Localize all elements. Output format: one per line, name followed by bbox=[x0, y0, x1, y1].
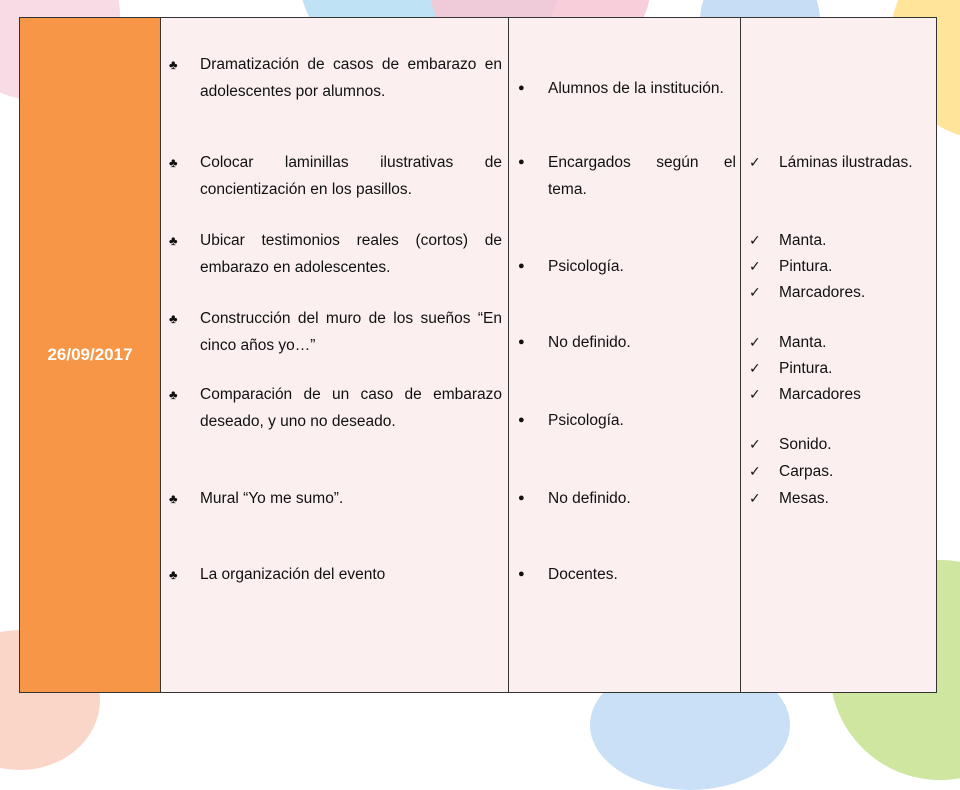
resource-item bbox=[741, 329, 936, 356]
dot-bullet-icon: ● bbox=[518, 568, 525, 580]
resource-item bbox=[741, 431, 936, 458]
resource-item bbox=[741, 355, 936, 382]
checkmark-icon: ✓ bbox=[749, 334, 761, 350]
responsible-text: No definido. bbox=[548, 334, 631, 351]
activity-text: Colocar laminillas ilustrativas de concientización en los pasillos. bbox=[200, 154, 502, 198]
activity-text: Comparación de un caso de embarazo deseado, y uno no deseado. bbox=[200, 386, 502, 430]
checkmark-icon: ✓ bbox=[749, 284, 761, 300]
checkmark-icon: ✓ bbox=[749, 386, 761, 402]
responsible-text: Encargados según el tema. bbox=[548, 154, 736, 198]
dot-bullet-icon: ● bbox=[518, 260, 525, 272]
club-bullet-icon: ♣ bbox=[169, 567, 178, 582]
resource-text: Carpas. bbox=[779, 463, 834, 480]
checkmark-icon: ✓ bbox=[749, 258, 761, 274]
resource-text: Pintura. bbox=[779, 360, 833, 377]
resource-text: Marcadores bbox=[779, 386, 861, 403]
responsible-item bbox=[509, 75, 740, 102]
resource-item bbox=[741, 253, 936, 280]
activity-item bbox=[161, 227, 508, 281]
activity-item bbox=[161, 51, 508, 105]
resources-cell bbox=[741, 18, 937, 693]
activity-item bbox=[161, 381, 508, 435]
resource-text: Manta. bbox=[779, 232, 827, 249]
checkmark-icon: ✓ bbox=[749, 490, 761, 506]
resource-item bbox=[741, 227, 936, 254]
responsible-text: No definido. bbox=[548, 490, 631, 507]
responsible-item bbox=[509, 407, 740, 434]
activity-plan-table bbox=[19, 17, 937, 693]
club-bullet-icon: ♣ bbox=[169, 491, 178, 506]
resource-text: Marcadores. bbox=[779, 284, 866, 301]
responsible-item bbox=[509, 149, 740, 203]
resource-item bbox=[741, 279, 936, 306]
activity-text: Construcción del muro de los sueños “En cinco años yo…” bbox=[200, 310, 502, 354]
activities-cell bbox=[161, 18, 509, 693]
club-bullet-icon: ♣ bbox=[169, 233, 178, 248]
dot-bullet-icon: ● bbox=[518, 82, 525, 94]
activity-item bbox=[161, 305, 508, 359]
resource-text: Láminas ilustradas. bbox=[779, 154, 913, 171]
activity-text: La organización del evento bbox=[200, 566, 386, 583]
club-bullet-icon: ♣ bbox=[169, 311, 178, 326]
responsible-item bbox=[509, 485, 740, 512]
responsible-item bbox=[509, 253, 740, 280]
dot-bullet-icon: ● bbox=[518, 336, 525, 348]
activity-text: Ubicar testimonios reales (cortos) de embarazo en adolescentes. bbox=[200, 232, 502, 276]
club-bullet-icon: ♣ bbox=[169, 387, 178, 402]
resource-item bbox=[741, 485, 936, 512]
table-row bbox=[20, 18, 937, 693]
dot-bullet-icon: ● bbox=[518, 414, 525, 426]
club-bullet-icon: ♣ bbox=[169, 57, 178, 72]
checkmark-icon: ✓ bbox=[749, 360, 761, 376]
resource-item bbox=[741, 149, 936, 176]
activity-item bbox=[161, 149, 508, 203]
responsibles-cell bbox=[509, 18, 741, 693]
responsible-text: Psicología. bbox=[548, 412, 624, 429]
dot-bullet-icon: ● bbox=[518, 156, 525, 168]
dot-bullet-icon: ● bbox=[518, 492, 525, 504]
date-label: 26/09/2017 bbox=[47, 345, 133, 364]
resource-item bbox=[741, 458, 936, 485]
checkmark-icon: ✓ bbox=[749, 436, 761, 452]
responsible-text: Docentes. bbox=[548, 566, 618, 583]
resource-text: Pintura. bbox=[779, 258, 833, 275]
checkmark-icon: ✓ bbox=[749, 154, 761, 170]
checkmark-icon: ✓ bbox=[749, 463, 761, 479]
resource-text: Sonido. bbox=[779, 436, 832, 453]
date-cell bbox=[20, 18, 161, 693]
activity-item bbox=[161, 561, 508, 588]
responsible-item bbox=[509, 561, 740, 588]
responsible-text: Alumnos de la institución. bbox=[548, 80, 724, 97]
resource-text: Manta. bbox=[779, 334, 827, 351]
responsible-item bbox=[509, 329, 740, 356]
activity-item bbox=[161, 485, 508, 512]
resource-text: Mesas. bbox=[779, 490, 829, 507]
checkmark-icon: ✓ bbox=[749, 232, 761, 248]
resource-item bbox=[741, 381, 936, 408]
activity-text: Mural “Yo me sumo”. bbox=[200, 490, 344, 507]
activity-text: Dramatización de casos de embarazo en adolescentes por alumnos. bbox=[200, 56, 502, 100]
club-bullet-icon: ♣ bbox=[169, 155, 178, 170]
responsible-text: Psicología. bbox=[548, 258, 624, 275]
